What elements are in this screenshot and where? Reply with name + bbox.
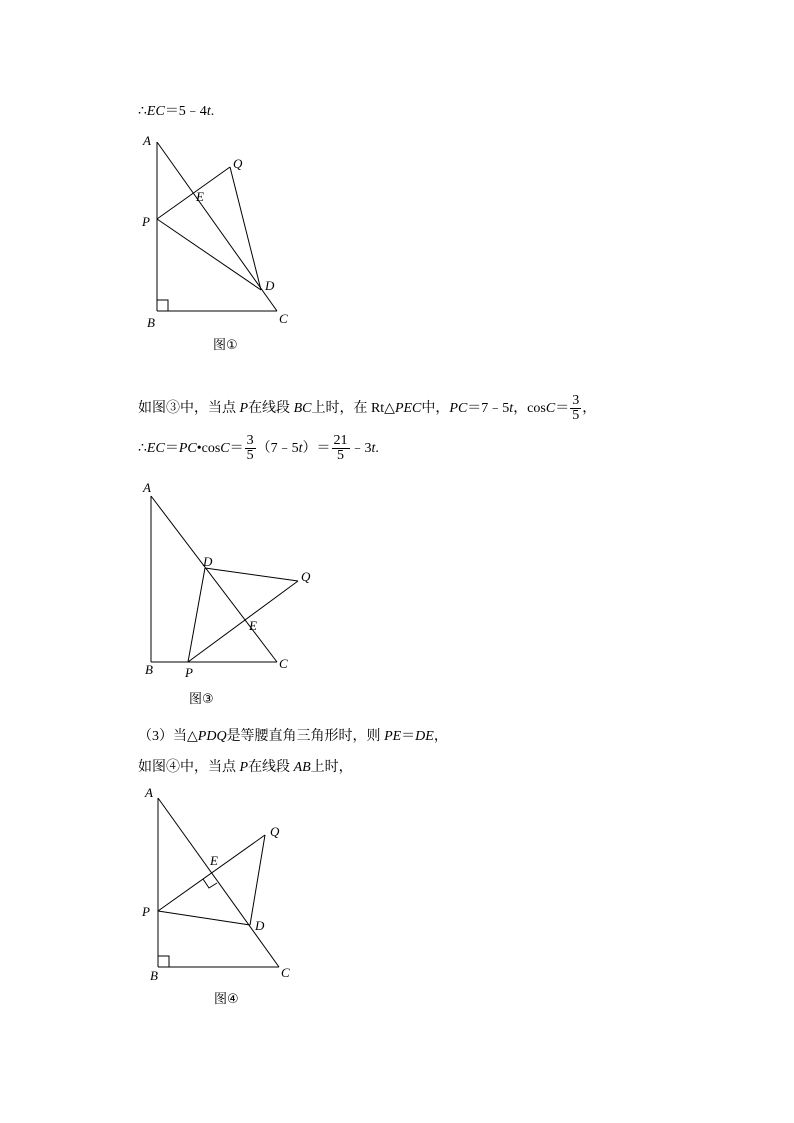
segment-qd <box>250 835 265 925</box>
text: ＝ <box>229 441 244 456</box>
text: 在线段 <box>248 760 294 775</box>
text: ＝7﹣5 <box>467 401 510 416</box>
label-q: Q <box>270 824 280 839</box>
right-angle-mark-b <box>158 956 169 967</box>
text: ）＝ <box>302 441 331 456</box>
var-c: C <box>220 441 230 456</box>
label-d: D <box>255 918 265 933</box>
var-t: t <box>509 401 514 416</box>
caption-figure-1: 图① <box>213 338 238 353</box>
numerator: 3 <box>572 393 580 409</box>
var-ec: EC <box>146 441 165 456</box>
var-p: P <box>239 760 249 775</box>
label-q: Q <box>233 156 243 171</box>
text: ， <box>433 729 448 744</box>
label-d: D <box>265 278 275 293</box>
label-p: P <box>142 904 150 919</box>
text: ， <box>582 401 597 416</box>
label-e: E <box>210 853 218 868</box>
label-a: A <box>145 785 153 800</box>
numerator: 21 <box>333 433 348 449</box>
text: 中， <box>421 401 450 416</box>
text: 如图④中，当点 <box>138 760 240 775</box>
label-b: B <box>147 315 155 330</box>
label-a: A <box>143 133 151 148</box>
var-pc: PC <box>449 401 468 416</box>
figure-4-lines <box>158 798 279 967</box>
segment-ac <box>158 798 279 967</box>
var-c: C <box>545 401 556 416</box>
label-e: E <box>196 189 204 204</box>
numerator: 3 <box>246 433 254 449</box>
expr: ＝5﹣4 <box>164 104 207 119</box>
label-c: C <box>281 965 290 980</box>
var-ec: EC <box>146 104 165 119</box>
text: ＝ <box>401 729 416 744</box>
label-a: A <box>143 480 151 495</box>
caption-figure-4: 图④ <box>214 992 239 1007</box>
label-p: P <box>142 214 150 229</box>
denominator: 5 <box>572 408 580 424</box>
text: （7﹣5 <box>256 441 299 456</box>
var-p: P <box>239 401 249 416</box>
label-e: E <box>249 618 257 633</box>
label-b: B <box>150 968 158 983</box>
label-c: C <box>279 311 288 326</box>
var-bc: BC <box>293 401 312 416</box>
segment-pq <box>158 835 265 911</box>
label-q: Q <box>301 569 311 584</box>
label-p: P <box>185 665 193 680</box>
var-t: t <box>298 441 303 456</box>
var-pec: PEC <box>394 401 422 416</box>
text: ，cos <box>513 401 546 416</box>
label-c: C <box>279 656 288 671</box>
label-b: B <box>145 662 153 677</box>
text: 是等腰直角三角形时，则 <box>226 729 385 744</box>
therefore-symbol: ∴ <box>138 104 147 119</box>
segment-pd <box>158 911 250 925</box>
text: ＝ <box>555 401 570 416</box>
text: （3）当△ <box>138 729 198 744</box>
label-d: D <box>203 554 213 569</box>
var-pe: PE <box>384 729 402 744</box>
var-de: DE <box>415 729 434 744</box>
therefore-symbol: ∴ <box>138 441 147 456</box>
var-pc: PC <box>178 441 197 456</box>
text: 上时，在 Rt△ <box>311 401 395 416</box>
var-ab: AB <box>293 760 311 775</box>
var-t: t <box>206 104 211 119</box>
denominator: 5 <box>246 448 254 464</box>
period: . <box>210 104 215 119</box>
text: ﹣3 <box>350 441 372 456</box>
text: 如图③中，当点 <box>138 401 240 416</box>
caption-figure-3: 图③ <box>189 692 214 707</box>
var-t: t <box>371 441 376 456</box>
text: ＝ <box>164 441 179 456</box>
text: 上时， <box>310 760 353 775</box>
text: 在线段 <box>248 401 294 416</box>
denominator: 5 <box>337 448 345 464</box>
var-pdq: PDQ <box>197 729 227 744</box>
period: . <box>375 441 379 456</box>
right-angle-mark-e <box>203 879 217 888</box>
text: •cos <box>196 441 221 456</box>
